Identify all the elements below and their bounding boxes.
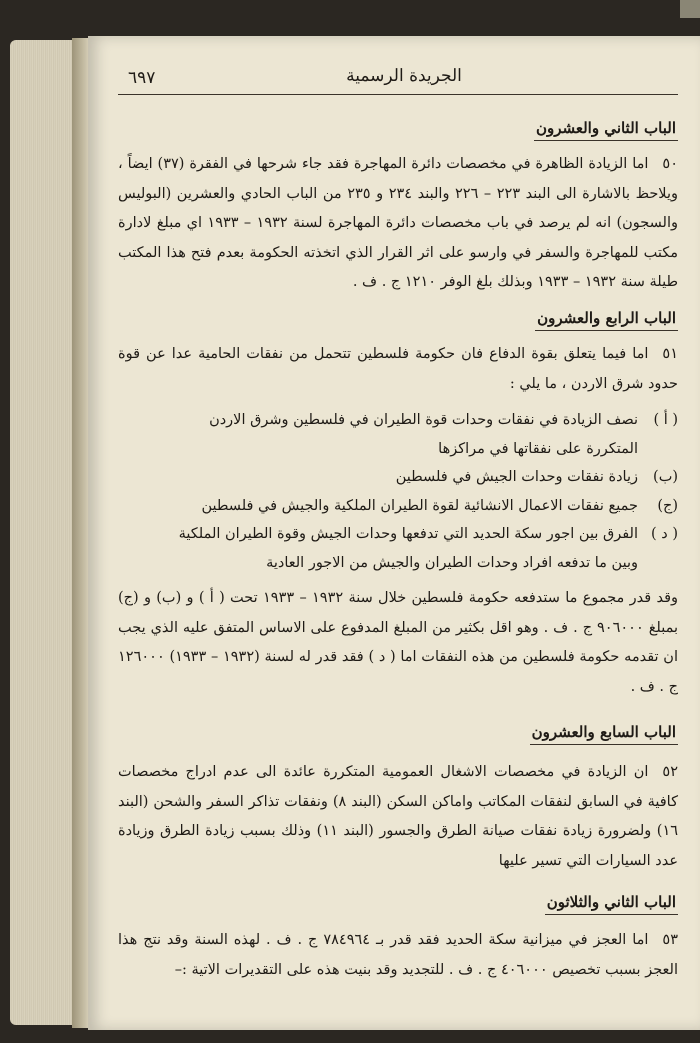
corner-tab bbox=[680, 0, 700, 18]
paragraph-text: اما الزيادة الظاهرة في مخصصات دائرة المهاجرة فقد جاء شرحها في الفقرة (٣٧) ايضاً ، ويلاحظ بالاشارة الى البند ٢٢٣ – ٢٢٦ والبند ٢٣٤ و ٢٣٥ من الباب الحادي والعشرين (البوليس والسجون) انه لم يرصد في باب مخصصات دائرة المهاجرة لسنة ١٩٣٢ – ١٩٣٣ اي مبلغ لادارة مكتب للمهاجرة والسفر في وارسو على اثر القرار الذي اتخذته الحكومة بعدم فتح هذا المكتب طيلة سنة ١٩٣٢ – ١٩٣٣ وبذلك بلغ الوفر ١٢١٠ ج . ف . bbox=[118, 156, 679, 290]
paragraph-text: ان الزيادة في مخصصات الاشغال العمومية المتكررة عائدة الى عدم ادراج مخصصات كافية في السابق لنفقات المكاتب واماكن السكن (البند ٨) ونفقات تذاكر السفر والشحن (البند ١٦) ولضرورة زيادة نفقات صيانة الطرق والجسور (البند ١١) وذلك بسبب زيادة الطرق وزيادة عدد السيارات التي تسير عليها bbox=[118, 764, 679, 869]
paragraph-number: ٥١ bbox=[662, 346, 678, 362]
section-heading-27 bbox=[530, 722, 678, 745]
item-text: زيادة نفقات وحدات الجيش في فلسطين bbox=[395, 469, 638, 485]
paragraph-text: اما فيما يتعلق بقوة الدفاع فان حكومة فلسطين تتحمل من نفقات الحامية عدا عن قوة حدود شرق الاردن ، ما يلي : bbox=[118, 346, 678, 392]
item-continuation: وبين ما تدفعه افراد وحدات الطيران والجيش من الاجور العادية bbox=[266, 554, 638, 571]
chapter-heading: الباب الثاني والثلاثون bbox=[545, 893, 678, 915]
page-number: ٦٩٧ bbox=[128, 68, 156, 88]
section-heading-24 bbox=[535, 308, 678, 331]
paragraph-number: ٥٠ bbox=[662, 156, 678, 172]
section-heading-22 bbox=[534, 118, 678, 141]
paragraph-52 bbox=[118, 758, 678, 876]
chapter-heading: الباب الرابع والعشرون bbox=[535, 309, 678, 331]
item-text: الفرق بين اجور سكة الحديد التي تدفعها وحدات الجيش وقوة الطيران الملكية bbox=[178, 526, 638, 542]
paragraph-text: اما العجز في ميزانية سكة الحديد فقد قدر بـ ٧٨٤٩٦٤ ج . ف . لهذه السنة وقد نتج هذا العجز بسبب تخصيص ٤٠٦٠٠٠ ج . ف . للتجديد وقد بنيت هذه على التقديرات الاتية :– bbox=[118, 932, 678, 978]
paragraph-50 bbox=[118, 150, 678, 298]
paragraph-51-closing bbox=[118, 584, 678, 702]
section-heading-32 bbox=[545, 892, 678, 915]
item-label: ( د ) bbox=[651, 526, 678, 542]
item-label: (ب) bbox=[653, 469, 678, 485]
paragraph-number: ٥٣ bbox=[662, 932, 678, 948]
paragraph-number: ٥٢ bbox=[662, 764, 678, 780]
header-rule bbox=[118, 94, 678, 95]
paragraph-text: وقد قدر مجموع ما ستدفعه حكومة فلسطين خلال سنة ١٩٣٢ – ١٩٣٣ تحت ( أ ) و (ب) و (ج) بمبلغ ٩٠٦٠٠٠ ج . ف . وهو اقل بكثير من المبلغ المدفوع على الاساس المتفق عليه الذي يجب ان تقدمه حكومة فلسطين من هذه النفقات اما ( د ) فقد قدر له لسنة (١٩٣٢ – ١٩٣٣) ١٢٦٠٠٠ ج . ف . bbox=[118, 590, 679, 695]
sub-item-list bbox=[118, 406, 678, 577]
journal-title: الجريدة الرسمية bbox=[346, 66, 462, 86]
list-item bbox=[118, 492, 678, 521]
item-text: جميع نفقات الاعمال الانشائية لقوة الطيران الملكية والجيش في فلسطين bbox=[201, 497, 638, 514]
item-continuation: المتكررة على نفقاتها في مراكزها bbox=[438, 440, 638, 457]
item-text: نصف الزيادة في نفقات وحدات قوة الطيران في فلسطين وشرق الاردن bbox=[209, 412, 638, 428]
chapter-heading: الباب السابع والعشرون bbox=[530, 723, 678, 745]
list-item bbox=[118, 406, 678, 435]
list-item bbox=[118, 520, 678, 549]
running-header bbox=[88, 66, 700, 96]
paragraph-51 bbox=[118, 340, 678, 399]
list-item bbox=[118, 463, 678, 492]
document-page bbox=[88, 36, 700, 1030]
page-edges bbox=[10, 40, 80, 1025]
item-label: (ج) bbox=[657, 497, 678, 514]
item-label: ( أ ) bbox=[653, 412, 678, 428]
paragraph-53 bbox=[118, 926, 678, 985]
chapter-heading: الباب الثاني والعشرون bbox=[534, 119, 678, 141]
